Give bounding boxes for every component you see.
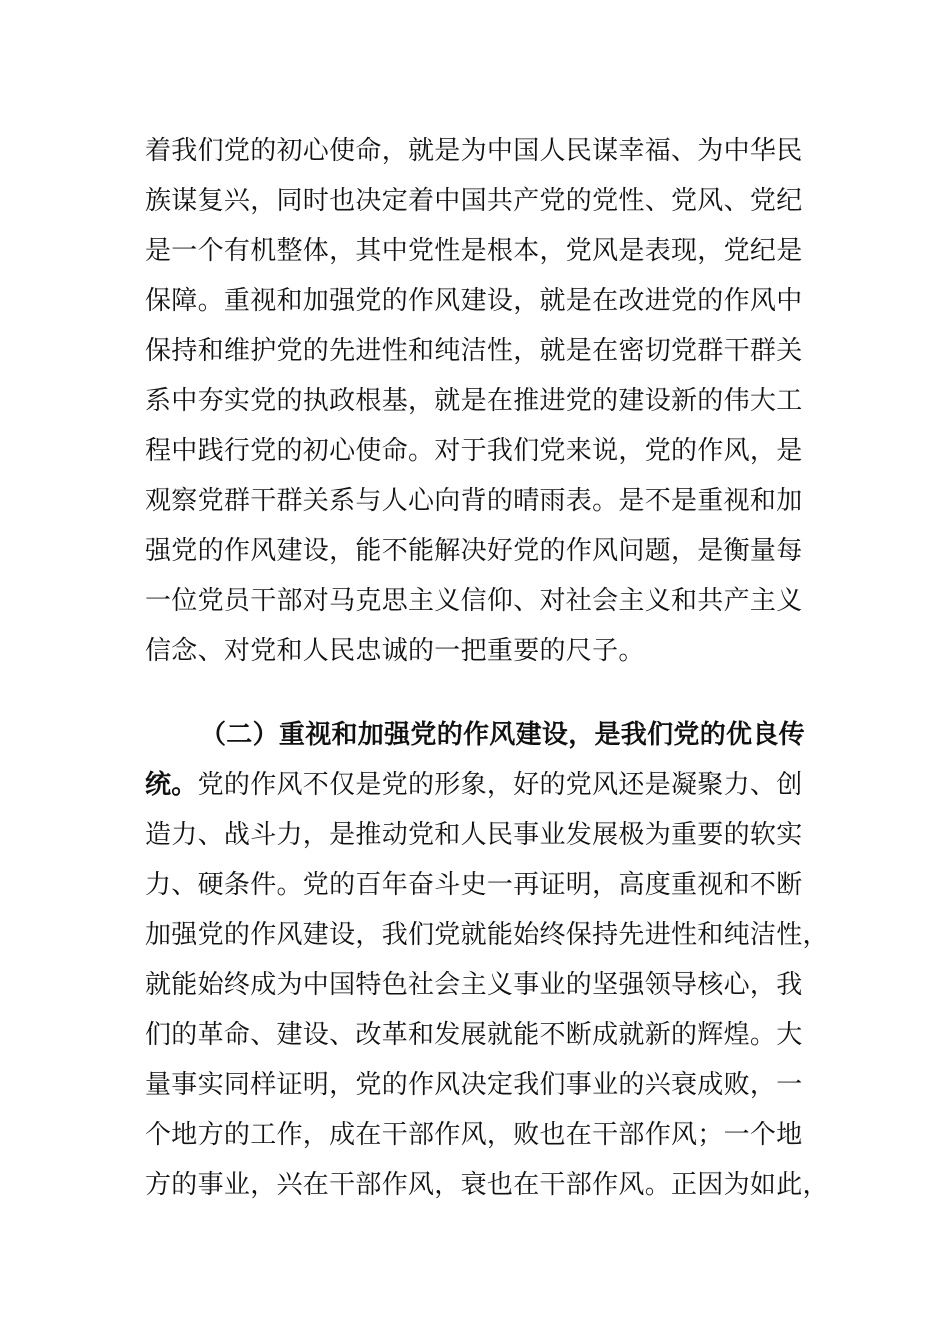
paragraph-1-line-3: 是一个有机整体，其中党性是根本，党风是表现，党纪是 [145,236,803,266]
paragraph-1-line-1: 着我们党的初心使命，就是为中国人民谋幸福、为中华民 [145,136,803,166]
paragraph-2-line-5: 加强党的作风建设，我们党就能始终保持先进性和纯洁性， [145,920,829,950]
paragraph-1-line-7: 程中践行党的初心使命。对于我们党来说，党的作风，是 [145,436,803,466]
paragraph-1-line-5: 保持和维护党的先进性和纯洁性，就是在密切党群干群关 [145,336,803,366]
paragraph-1-line-6: 系中夯实党的执政根基，就是在推进党的建设新的伟大工 [145,386,803,416]
paragraph-2-line-7: 们的革命、建设、改革和发展就能不断成就新的辉煌。大 [145,1020,803,1050]
paragraph-1-line-11: 信念、对党和人民忠诚的一把重要的尺子。 [145,636,645,666]
paragraph-2-line-4: 力、硬条件。党的百年奋斗史一再证明，高度重视和不断 [145,870,803,900]
paragraph-2-line-3: 造力、战斗力，是推动党和人民事业发展极为重要的软实 [145,820,803,850]
paragraph-2-line-2-text: 党的作风不仅是党的形象，好的党风还是凝聚力、创 [197,770,803,800]
paragraph-2-heading-end: 统。 [145,770,198,800]
paragraph-2-heading: （二）重视和加强党的作风建设，是我们党的优良传 [200,720,805,750]
paragraph-2-line-8: 量事实同样证明，党的作风决定我们事业的兴衰成败，一 [145,1070,803,1100]
paragraph-2-line-2 [145,765,825,805]
paragraph-1-line-9: 强党的作风建设，能不能解决好党的作风问题，是衡量每 [145,536,803,566]
paragraph-1-line-2: 族谋复兴，同时也决定着中国共产党的党性、党风、党纪 [145,186,803,216]
paragraph-1-line-4: 保障。重视和加强党的作风建设，就是在改进党的作风中 [145,286,803,316]
paragraph-1-line-10: 一位党员干部对马克思主义信仰、对社会主义和共产主义 [145,586,803,616]
paragraph-2-line-6: 就能始终成为中国特色社会主义事业的坚强领导核心，我 [145,970,803,1000]
paragraph-2-line-9: 个地方的工作，成在干部作风，败也在干部作风；一个地 [145,1120,803,1150]
paragraph-1-line-8: 观察党群干群关系与人心向背的晴雨表。是不是重视和加 [145,486,803,516]
paragraph-2-line-10: 方的事业，兴在干部作风，衰也在干部作风。正因为如此， [145,1170,829,1200]
